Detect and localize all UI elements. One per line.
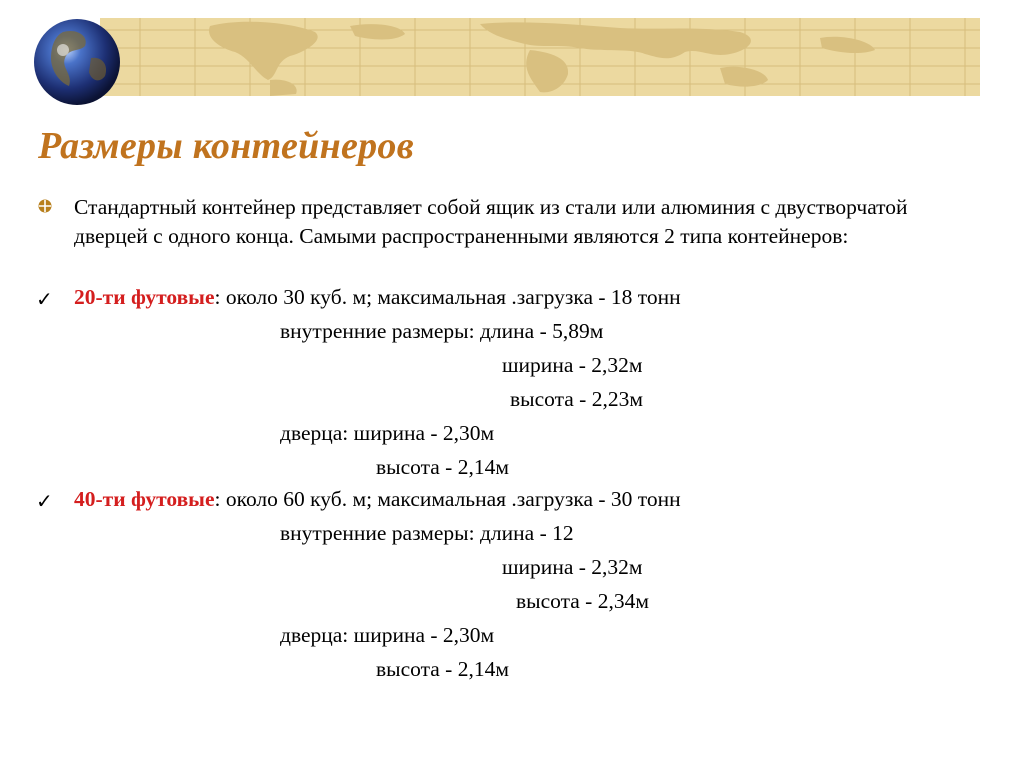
checkmark-icon: ✓: [36, 287, 53, 311]
container20-door-height: высота - 2,14м: [376, 455, 509, 479]
page-title: Размеры контейнеров: [38, 125, 415, 167]
checkmark-icon: ✓: [36, 489, 53, 513]
world-map-banner: [100, 18, 980, 96]
globe-icon: [33, 18, 121, 106]
container20-door-width: дверца: ширина - 2,30м: [280, 421, 495, 445]
container40-label: 40-ти футовые: [74, 487, 215, 511]
container40-inner-width: ширина - 2,32м: [502, 555, 643, 579]
container20-inner-height: высота - 2,23м: [510, 387, 643, 411]
globe-bullet-icon: [38, 199, 52, 213]
container40-inner-height: высота - 2,34м: [516, 589, 649, 613]
container40-inner-length: внутренние размеры: длина - 12: [280, 521, 574, 545]
container20-inner-length: внутренние размеры: длина - 5,89м: [280, 319, 604, 343]
container20-summary: : около 30 куб. м; максимальная .загрузка - 18 тонн: [214, 285, 681, 309]
container20-heading: [74, 285, 681, 310]
container20-inner-width: ширина - 2,32м: [502, 353, 643, 377]
container40-door-width: дверца: ширина - 2,30м: [280, 623, 495, 647]
container20-label: 20-ти футовые: [74, 285, 215, 309]
container40-door-height: высота - 2,14м: [376, 657, 509, 681]
intro-paragraph: Стандартный контейнер представляет собой ящик из стали или алюминия с двустворчатой дверцей с одного конца. Самыми распространенными являются 2 типа контейнеров:: [74, 195, 908, 248]
container40-heading: [74, 487, 681, 512]
container40-summary: : около 60 куб. м; максимальная .загрузка - 30 тонн: [214, 487, 681, 511]
